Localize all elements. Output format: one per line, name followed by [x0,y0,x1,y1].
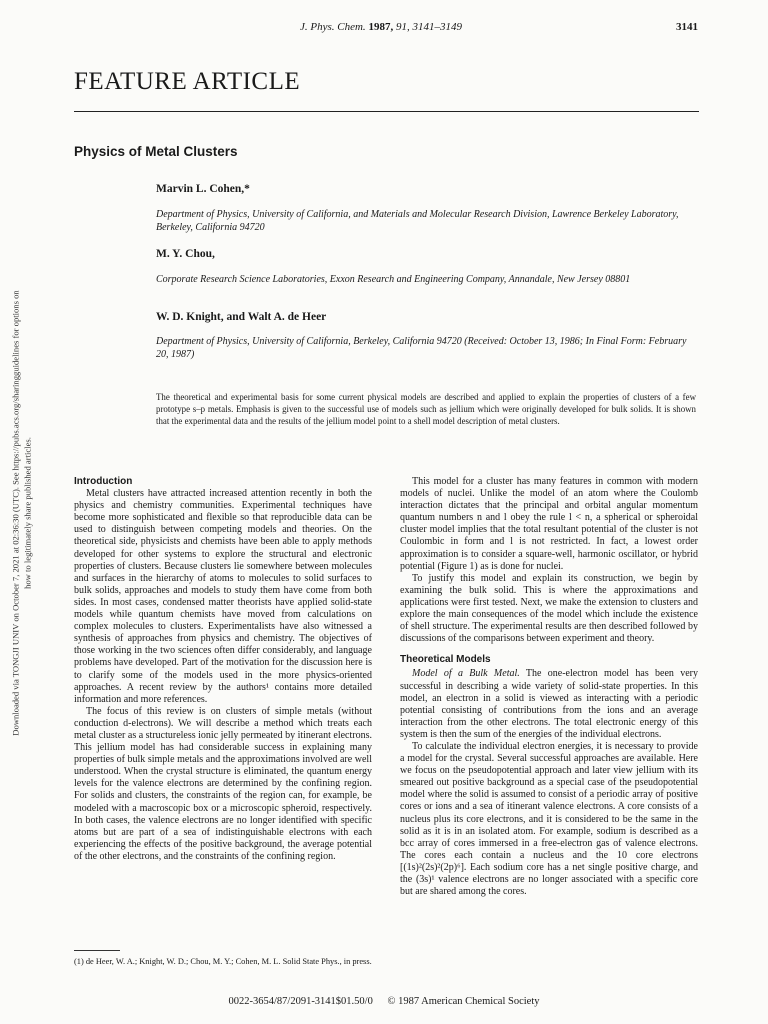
affiliation-3: Department of Physics, University of California, Berkeley, California 94720 (Received: October 13, 1986; In Final Form: February 20, 1987) [156,336,687,360]
journal-name: J. Phys. Chem. [300,21,366,33]
affiliation-1: Department of Physics, University of California, and Materials and Molecular Research Division, Lawrence Berkeley Laboratory, Berkeley, California 94720 [156,209,679,233]
footnote [74,956,372,967]
author-2: M. Y. Chou, [156,248,215,260]
paragraph: The focus of this review is on clusters of simple metals (without conduction d-electrons). We will describe a method which treats each metal cluster as a structureless ionic jelly permeated by itinerant electrons. This jellium model has had considerable success in explaining many properties of bulk simple metals and the approximations involved are well understood. When the crystal structure is eliminated, the quantum energy levels for the valence electrons are determined by the confining region. For solids and clusters, the constraints of the region can, for example, be modeled with a macroscopic box or a microscopic spheroid, respectively. In both cases, the valence electrons are no longer identified with specific atoms but are part of a sea of indistinguishable electrons with each experiencing the effects of the positive background, the average potential of the other electrons, and the constraints of the confining region. [74,705,372,862]
footnote-text: (1) de Heer, W. A.; Knight, W. D.; Chou, M. Y.; Cohen, M. L. Solid State Phys., in press. [74,957,372,966]
left-column [74,476,372,863]
paragraph: Metal clusters have attracted increased attention recently in both the physics and chemistry communities. Experimental techniques have become more sophisticated and flexible so that reproducible data can be used to distinguish between competing models and theories. On the theoretical side, physicists and chemists have been able to apply methods developed for other systems to explore the structural and electronic properties of clusters. Because clusters lie somewhere between molecules and surfaces in the hierarchy of atoms to molecules to solid surfaces to bulk solids, approaches and models to study them have come from both sides. In most cases, condensed matter theorists have applied solid-state models while quantum chemists have moved from calculations on complex molecules to clusters. Experimentalists have also witnessed a synthesis of approaches from physics and chemistry. The objectives of those working in the two sciences often differ considerably, and language problems have developed. Part of the motivation for the discussion here is to clarify some of the models used in the more physics-oriented approaches. A recent review by the authors¹ contains more detailed information and more references. [74,488,372,705]
paragraph: This model for a cluster has many features in common with modern models of nuclei. Unlike the model of an atom where the Coulomb interaction dictates that the principal and orbital angular momentum quantum numbers n and l obey the rule l < n, a spherical or spheroidal cluster model implies that the total resultant potential of the cluster is not Coulombic in form and l is not restricted. In fact, a lowest order approximation is to consider a square-well, harmonic oscillator, or hybrid potential (Figure 1) as is done for nuclei. [400,476,698,572]
paragraph: To justify this model and explain its construction, we begin by examining the bulk solid. This is where the approximations and applications were first tested. Next, we make the extension to clusters and explore the main consequences of the model which include the existence of shell structure. The experimental results are then described followed by discussions of the comparisons between experiment and theory. [400,572,698,645]
footer-code: 0022-3654/87/2091-3141$01.50/0 [228,996,373,1007]
paragraph [400,668,698,741]
run-in-heading: Model of a Bulk Metal. [412,668,520,680]
journal-volume-pages: 91, 3141–3149 [395,21,462,33]
footer-copyright: © 1987 American Chemical Society [387,996,540,1007]
paragraph: To calculate the individual electron energies, it is necessary to provide a model for the crystal. Several successful approaches are available. Here we focus on the pseudopotential approach and later view jellium with its smeared out positive background as a special case of the pseudopotential model where the solid is assumed to consist of a periodic array of positive cores or ions and a sea of itinerant valence electrons. A core consists of a nucleus plus its core electrons, and it is considered to be the same in the solid as it is in an isolated atom. For example, sodium is described as a bcc array of cores immersed in a free-electron gas of valence electrons. The cores each contain a nucleus and the 10 core electrons [(1s)²(2s)²(2p)⁶]. Each sodium core has a net single positive charge, and the (3s)¹ valence electrons are no longer associated with a specific core but are shared among the cores. [400,740,698,898]
running-header [300,21,685,33]
author-3: W. D. Knight, and Walt A. de Heer [156,311,327,323]
side-note-text: Downloaded via TONGJI UNIV on October 7, 2021 at 02:36:30 (UTC). See https://pubs.acs.org/sharingguidelines for options on how to legitimately share published articles. [10,290,32,736]
feature-label: FEATURE ARTICLE [74,68,301,95]
section-heading-theoretical-models: Theoretical Models [400,654,491,666]
section-heading-introduction: Introduction [74,476,133,487]
page-footer [0,996,768,1007]
affiliation-2: Corporate Research Science Laboratories, Exxon Research and Engineering Company, Annandale, New Jersey 08801 [156,274,631,285]
journal-year: 1987, [368,21,394,33]
right-column [400,476,698,898]
header-rule [74,111,699,112]
paragraph-text: The one-electron model has been very successful in describing a wide variety of solid-state properties. In this model, an electron in a solid is viewed as interacting with a periodic potential consisting of contributions from the ions and an average interaction from the other electrons. The total electronic energy of this system is then the sum of the energies of the individual electrons. [400,668,698,740]
author-1: Marvin L. Cohen,* [156,183,250,195]
footnote-rule [74,950,120,951]
article-title: Physics of Metal Clusters [74,144,238,159]
abstract: The theoretical and experimental basis for some current physical models are described and applied to explain the properties of clusters of a few prototype s–p metals. Emphasis is given to the successful use of models such as jellium which were originally developed for bulk solids. It is shown that the experimental data and the results of the jellium model point to a shell model description of metal clusters. [156,392,696,426]
page-number: 3141 [676,21,698,33]
